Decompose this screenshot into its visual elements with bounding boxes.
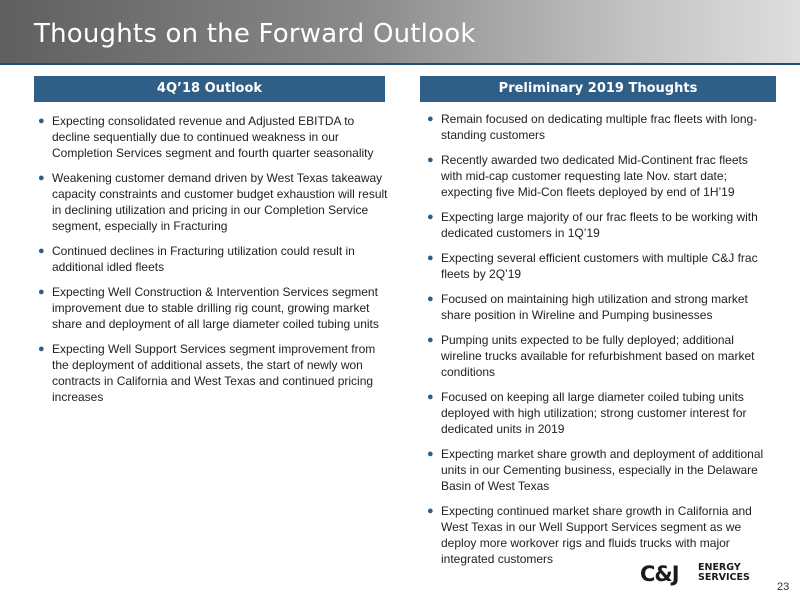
list-item	[38, 113, 388, 161]
bullet-text: Expecting Well Construction & Intervention Services segment improvement due to stable drilling rig count, growing market share and deployment of all large diameter coiled tubing units	[52, 285, 379, 331]
list-item	[38, 341, 388, 405]
bullet-text: Expecting consolidated revenue and Adjusted EBITDA to decline sequentially due to continued weakness in our Completion Services segment and fourth quarter seasonality	[52, 114, 374, 160]
left-column-heading: 4Q’18 Outlook	[34, 76, 385, 102]
company-logo	[640, 563, 770, 585]
bullet-text: Focused on maintaining high utilization and strong market share position in Wireline and Pumping businesses	[441, 292, 748, 322]
list-item	[38, 170, 388, 234]
list-item	[427, 209, 772, 241]
list-item	[427, 332, 772, 380]
bullet-text: Remain focused on dedicating multiple frac fleets with long-standing customers	[441, 112, 758, 142]
bullet-icon: ●	[427, 448, 434, 460]
bullet-text: Weakening customer demand driven by West Texas takeaway capacity constraints and customer budget exhaustion will result in declining utilization and pricing in our Completion Service segment, especially in Fracturing	[52, 171, 388, 233]
left-bullet-list	[38, 113, 388, 414]
logo-wordmark	[698, 563, 750, 583]
list-item	[427, 152, 772, 200]
bullet-icon: ●	[38, 115, 45, 127]
list-item	[38, 243, 388, 275]
list-item	[38, 284, 388, 332]
bullet-icon: ●	[427, 334, 434, 346]
bullet-icon: ●	[38, 172, 45, 184]
bullet-icon: ●	[38, 245, 45, 257]
bullet-text: Pumping units expected to be fully deployed; additional wireline trucks available for refurbishment based on market conditions	[441, 333, 755, 379]
list-item	[427, 250, 772, 282]
list-item	[427, 111, 772, 143]
logo-line-2: SERVICES	[698, 572, 750, 583]
list-item	[427, 389, 772, 437]
bullet-icon: ●	[427, 113, 434, 125]
bullet-icon: ●	[427, 391, 434, 403]
logo-line-1: ENERGY	[698, 562, 741, 573]
title-divider	[0, 63, 800, 65]
list-item	[427, 503, 772, 567]
title-bar	[0, 0, 800, 63]
bullet-text: Continued declines in Fracturing utilization could result in additional idled fleets	[52, 244, 355, 274]
slide-title: Thoughts on the Forward Outlook	[34, 19, 476, 49]
list-item	[427, 446, 772, 494]
bullet-text: Expecting market share growth and deployment of additional units in our Cementing business, especially in the Delaware Basin of West Texas	[441, 447, 764, 493]
right-column-heading: Preliminary 2019 Thoughts	[420, 76, 776, 102]
list-item	[427, 291, 772, 323]
bullet-text: Expecting several efficient customers with multiple C&J frac fleets by 2Q’19	[441, 251, 758, 281]
bullet-icon: ●	[427, 293, 434, 305]
right-bullet-list	[427, 111, 772, 576]
logo-mark: C&J	[640, 562, 679, 586]
bullet-text: Expecting large majority of our frac fleets to be working with dedicated customers in 1Q’19	[441, 210, 758, 240]
bullet-text: Expecting Well Support Services segment improvement from the deployment of additional assets, the start of newly won contracts in California and West Texas and continued pricing increases	[52, 342, 376, 404]
bullet-icon: ●	[427, 505, 434, 517]
bullet-text: Expecting continued market share growth in California and West Texas in our Well Support Services segment as we deploy more workover rigs and fluids trucks with major integrated customers	[441, 504, 752, 566]
bullet-icon: ●	[427, 211, 434, 223]
bullet-text: Recently awarded two dedicated Mid-Continent frac fleets with mid-cap customer requesting late Nov. start date; expecting five Mid-Con fleets deployed by end of 1H’19	[441, 153, 748, 199]
bullet-icon: ●	[427, 154, 434, 166]
bullet-icon: ●	[38, 343, 45, 355]
bullet-icon: ●	[427, 252, 434, 264]
page-number: 23	[777, 581, 790, 593]
bullet-icon: ●	[38, 286, 45, 298]
bullet-text: Focused on keeping all large diameter coiled tubing units deployed with high utilization; strong customer interest for dedicated units in 2019	[441, 390, 747, 436]
